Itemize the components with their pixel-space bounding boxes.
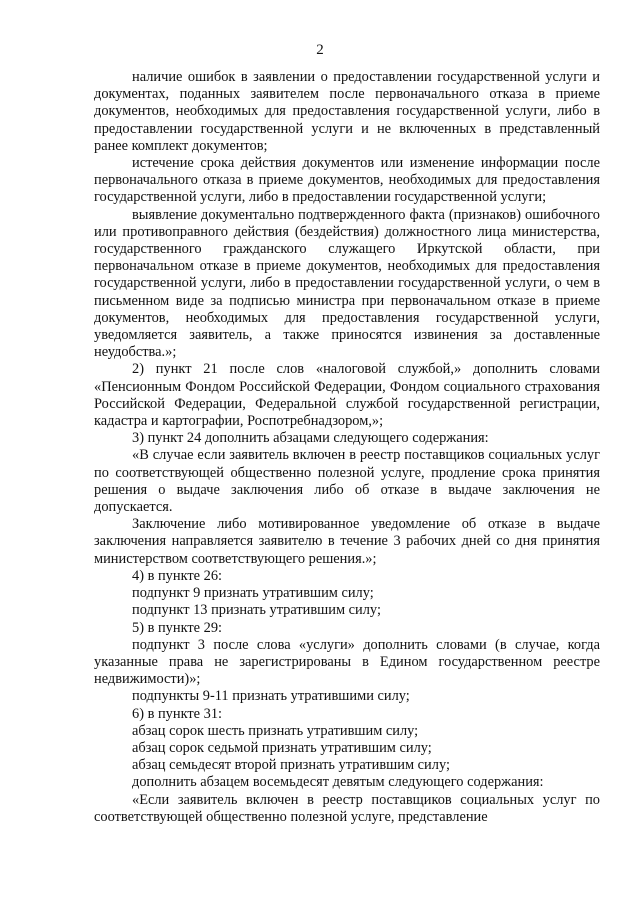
paragraph: подпункты 9-11 признать утратившими силу; (132, 688, 410, 705)
paragraph: 2) пункт 21 после слов «налоговой службой,» дополнить словами «Пенсионным Фондом Российской Федерации, Фондом социального страхования Российской Федерации, Федеральной службой государственной регистрации, кадастра и картографии, Роспотребнадзором,»; (94, 361, 600, 430)
paragraph: 3) пункт 24 дополнить абзацами следующего содержания: (132, 430, 489, 447)
paragraph: 6) в пункте 31: (132, 705, 223, 722)
paragraph: выявление документально подтвержденного факта (признаков) ошибочного или противоправного действия (бездействия) должностного лица министерства, государственного гражданского служащего Иркутской области, при первоначальном отказе в приеме документов, необходимых для предоставления государственной услуги, либо в предоставлении государственной услуги, о чем в письменном виде за подписью министра при первоначальном отказе в приеме документов, необходимых для предоставления государственной услуги, уведомляется заявитель, а также приносятся извинения за доставленные неудобства.»; (94, 206, 600, 361)
paragraph: подпункт 9 признать утратившим силу; (132, 585, 374, 602)
paragraph: Заключение либо мотивированное уведомление об отказе в выдаче заключения направляется заявителю в течение 3 рабочих дней со дня принятия министерством соответствующего решения.»; (94, 516, 600, 567)
page-number: 2 (316, 42, 324, 58)
paragraph: «Если заявитель включен в реестр поставщиков социальных услуг по соответствующей общественно полезной услуге, представление (94, 791, 600, 825)
paragraph: 4) в пункте 26: (132, 567, 223, 584)
paragraph: наличие ошибок в заявлении о предоставлении государственной услуги и документах, поданных заявителем после первоначального отказа в приеме документов, необходимых для предоставления государственной услуги, либо в предоставлении государственной услуги и не включенных в представленный ранее комплект документов; (94, 69, 600, 154)
paragraph: «В случае если заявитель включен в реестр поставщиков социальных услуг по соответствующей общественно полезной услуге, продление срока принятия решения о выдаче заключения либо об отказе в выдаче заключения не допускается. (94, 447, 600, 516)
paragraph: дополнить абзацем восемьдесят девятым следующего содержания: (132, 774, 544, 791)
paragraph: подпункт 13 признать утратившим силу; (132, 602, 381, 619)
paragraph: абзац сорок шесть признать утратившим силу; (132, 722, 419, 739)
paragraph: абзац сорок седьмой признать утратившим силу; (132, 739, 432, 756)
document-body (94, 69, 600, 826)
paragraph: подпункт 3 после слова «услуги» дополнить словами (в случае, когда указанные права не зарегистрированы в Едином государственном реестре недвижимости)»; (94, 636, 600, 688)
paragraph: истечение срока действия документов или изменение информации после первоначального отказа в приеме документов, необходимых для предоставления государственной услуги, либо в предоставлении государственной услуги; (94, 155, 600, 206)
paragraph: 5) в пункте 29: (132, 619, 223, 636)
paragraph: абзац семьдесят второй признать утратившим силу; (132, 757, 450, 774)
